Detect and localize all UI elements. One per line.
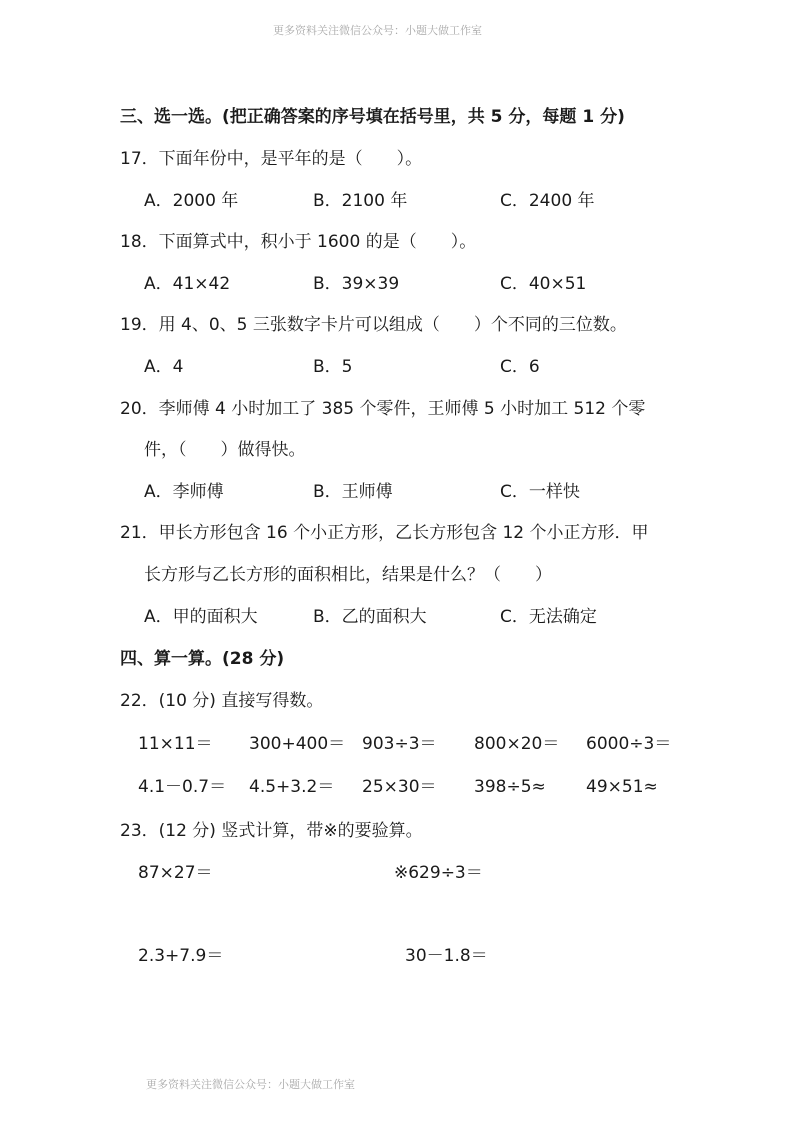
q17-option-c: C．2400 年 xyxy=(500,191,595,211)
question-21: 21．甲长方形包含 16 个小正方形，乙长方形包含 12 个小正方形．甲 xyxy=(120,523,649,543)
q20-option-a: A．李师傅 xyxy=(144,482,224,502)
q22-calc-3: 903÷3＝ xyxy=(362,734,437,754)
q21-option-c: C．无法确定 xyxy=(500,607,597,627)
question-19: 19．用 4、0、5 三张数字卡片可以组成（ ）个不同的三位数。 xyxy=(120,315,627,335)
q18-option-c: C．40×51 xyxy=(500,274,587,294)
question-21-line-2: 长方形与乙长方形的面积相比，结果是什么？（ ） xyxy=(144,565,552,585)
q22-calc-4: 800×20＝ xyxy=(474,734,560,754)
q22-calc-1: 11×11＝ xyxy=(138,734,213,754)
q21-option-b: B．乙的面积大 xyxy=(313,607,427,627)
q22-calc-5: 6000÷3＝ xyxy=(586,734,672,754)
q19-option-b: B．5 xyxy=(313,357,353,377)
q17-option-b: B．2100 年 xyxy=(313,191,408,211)
q23-calc-4: 30－1.8＝ xyxy=(405,946,488,966)
q22-calc-2: 300+400＝ xyxy=(249,734,346,754)
section-4-title: 四、算一算。(28 分) xyxy=(120,649,285,669)
q20-option-b: B．王师傅 xyxy=(313,482,393,502)
q21-option-a: A．甲的面积大 xyxy=(144,607,258,627)
watermark-top: 更多资料关注微信公众号：小题大做工作室 xyxy=(273,24,482,37)
q19-option-c: C．6 xyxy=(500,357,540,377)
q18-option-b: B．39×39 xyxy=(313,274,400,294)
question-23: 23．(12 分) 竖式计算，带※的要验算。 xyxy=(120,821,423,841)
question-17: 17．下面年份中，是平年的是（ ）。 xyxy=(120,149,423,169)
q22-calc-8: 25×30＝ xyxy=(362,777,437,797)
q18-option-a: A．41×42 xyxy=(144,274,231,294)
question-22: 22．(10 分) 直接写得数。 xyxy=(120,691,324,711)
q19-option-a: A．4 xyxy=(144,357,184,377)
q20-option-c: C．一样快 xyxy=(500,482,580,502)
watermark-bottom: 更多资料关注微信公众号：小题大做工作室 xyxy=(146,1078,355,1091)
question-20-line-2: 件，（ ）做得快。 xyxy=(144,440,306,460)
q22-calc-7: 4.5+3.2＝ xyxy=(249,777,335,797)
q23-calc-1: 87×27＝ xyxy=(138,863,213,883)
q22-calc-6: 4.1－0.7＝ xyxy=(138,777,227,797)
q22-calc-10: 49×51≈ xyxy=(586,777,658,797)
q17-option-a: A．2000 年 xyxy=(144,191,239,211)
question-20: 20．李师傅 4 小时加工了 385 个零件，王师傅 5 小时加工 512 个零 xyxy=(120,399,646,419)
section-3-title: 三、选一选。(把正确答案的序号填在括号里，共 5 分，每题 1 分) xyxy=(120,107,625,127)
question-18: 18．下面算式中，积小于 1600 的是（ ）。 xyxy=(120,232,477,252)
q23-calc-2: ※629÷3＝ xyxy=(394,863,483,883)
q23-calc-3: 2.3+7.9＝ xyxy=(138,946,224,966)
q22-calc-9: 398÷5≈ xyxy=(474,777,546,797)
